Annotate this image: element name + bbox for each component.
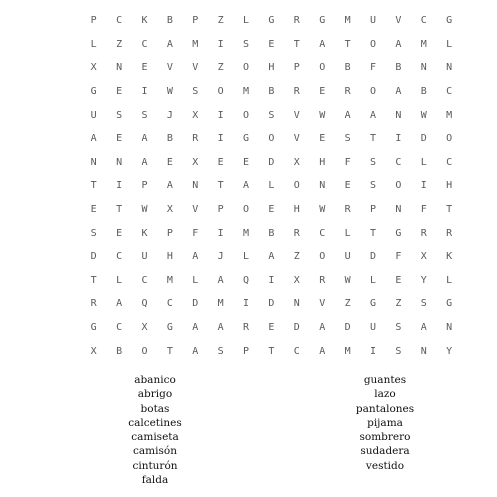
grid-letter: N [395, 204, 402, 216]
grid-letter: G [395, 227, 402, 239]
word-list-item: camisón [133, 445, 177, 458]
grid-letter: A [116, 298, 123, 310]
grid-letter: P [141, 180, 148, 192]
grid-letter: M [243, 227, 250, 239]
grid-letter: S [369, 180, 376, 192]
word-list-item: pijama [367, 416, 403, 429]
grid-letter: O [319, 62, 326, 74]
word-list-item: camiseta [131, 431, 179, 444]
grid-letter: R [293, 15, 300, 27]
grid-letter: Z [217, 62, 224, 74]
grid-letter: A [217, 274, 224, 286]
grid-letter: Y [420, 274, 427, 286]
grid-letter: C [141, 274, 148, 286]
grid-letter: B [116, 345, 123, 357]
grid-letter: A [166, 38, 173, 50]
letter-grid [81, 9, 462, 363]
grid-letter: S [344, 133, 351, 145]
grid-letter: P [243, 345, 250, 357]
grid-letter: C [141, 38, 148, 50]
grid-letter: W [344, 274, 351, 286]
grid-letter: R [344, 86, 351, 98]
grid-letter: G [268, 15, 275, 27]
word-list-item: abanico [134, 374, 176, 386]
grid-letter: X [166, 204, 173, 216]
grid-letter: X [90, 345, 97, 357]
grid-letter: M [344, 345, 351, 357]
grid-letter: L [90, 38, 97, 50]
grid-letter: N [420, 62, 427, 74]
grid-letter: E [268, 38, 275, 50]
grid-letter: P [293, 62, 300, 74]
grid-letter: M [192, 38, 199, 50]
grid-letter: X [420, 251, 427, 263]
grid-letter: D [90, 251, 97, 263]
grid-letter: E [116, 227, 123, 239]
word-list-item: abrigo [137, 388, 173, 401]
grid-letter: A [243, 180, 250, 192]
grid-letter: N [446, 62, 453, 74]
grid-letter: A [319, 322, 326, 334]
grid-letter: D [293, 322, 300, 334]
grid-letter: V [395, 15, 402, 27]
grid-letter: S [217, 345, 224, 357]
grid-letter: C [446, 86, 453, 98]
grid-letter: S [192, 86, 199, 98]
grid-letter: M [446, 109, 453, 121]
grid-letter: A [420, 322, 427, 334]
grid-letter: A [344, 109, 351, 121]
grid-letter: S [395, 345, 402, 357]
word-list-item: pantalones [355, 402, 415, 415]
grid-letter: U [369, 15, 376, 27]
grid-letter: E [116, 133, 123, 145]
grid-letter: A [268, 251, 275, 263]
grid-letter: H [319, 156, 326, 168]
grid-letter: X [141, 322, 148, 334]
grid-letter: E [395, 274, 402, 286]
word-list-item: falda [141, 474, 169, 487]
grid-letter: Q [243, 274, 250, 286]
grid-letter: R [420, 227, 427, 239]
grid-letter: C [166, 298, 173, 310]
grid-letter: V [293, 133, 300, 145]
grid-letter: T [344, 38, 351, 50]
word-list-item: calcetines [128, 416, 182, 429]
grid-letter: D [344, 322, 351, 334]
grid-letter: Z [344, 298, 351, 310]
grid-letter: B [166, 133, 173, 145]
grid-letter: G [243, 133, 250, 145]
grid-letter: L [420, 156, 427, 168]
grid-letter: Y [446, 345, 453, 357]
grid-letter: L [344, 227, 351, 239]
grid-letter: S [243, 38, 250, 50]
grid-letter: C [293, 345, 300, 357]
grid-letter: E [116, 86, 123, 98]
grid-letter: T [90, 180, 97, 192]
grid-letter: E [90, 204, 97, 216]
grid-letter: T [293, 38, 300, 50]
grid-letter: O [319, 251, 326, 263]
grid-letter: R [293, 86, 300, 98]
word-list-item: guantes [363, 374, 407, 386]
grid-letter: G [90, 86, 97, 98]
grid-letter: N [116, 62, 123, 74]
grid-letter: U [369, 322, 376, 334]
grid-letter: T [446, 204, 453, 216]
grid-letter: Z [395, 298, 402, 310]
grid-letter: A [192, 345, 199, 357]
grid-letter: Z [293, 251, 300, 263]
grid-letter: O [395, 180, 402, 192]
word-list-item: lazo [374, 388, 396, 401]
grid-letter: S [141, 109, 148, 121]
grid-letter: O [293, 180, 300, 192]
grid-letter: V [192, 204, 199, 216]
word-list-item: sombrero [359, 431, 411, 444]
grid-letter: F [420, 204, 427, 216]
grid-letter: I [217, 38, 224, 50]
word-list-item: vestido [365, 459, 405, 472]
grid-letter: E [268, 204, 275, 216]
grid-letter: N [90, 156, 97, 168]
grid-letter: I [217, 109, 224, 121]
grid-letter: K [141, 227, 148, 239]
grid-letter: M [420, 38, 427, 50]
grid-letter: X [192, 156, 199, 168]
grid-letter: I [268, 274, 275, 286]
grid-letter: R [192, 133, 199, 145]
grid-letter: F [395, 251, 402, 263]
grid-letter: I [420, 180, 427, 192]
grid-letter: D [192, 298, 199, 310]
grid-letter: O [446, 133, 453, 145]
grid-letter: W [420, 109, 427, 121]
grid-letter: E [166, 156, 173, 168]
grid-letter: K [141, 15, 148, 27]
grid-letter: Q [141, 298, 148, 310]
grid-letter: W [141, 204, 148, 216]
grid-letter: N [319, 180, 326, 192]
grid-letter: C [446, 156, 453, 168]
grid-letter: I [116, 180, 123, 192]
grid-letter: C [116, 251, 123, 263]
grid-letter: R [243, 322, 250, 334]
grid-letter: V [166, 62, 173, 74]
grid-letter: L [116, 274, 123, 286]
word-list-item: sudadera [360, 445, 410, 458]
grid-letter: I [243, 298, 250, 310]
grid-letter: N [420, 345, 427, 357]
grid-letter: F [192, 227, 199, 239]
grid-letter: Z [116, 38, 123, 50]
grid-letter: P [217, 204, 224, 216]
grid-letter: O [243, 204, 250, 216]
grid-letter: L [369, 274, 376, 286]
grid-letter: N [395, 109, 402, 121]
grid-letter: W [166, 86, 173, 98]
grid-letter: P [166, 227, 173, 239]
grid-letter: E [217, 156, 224, 168]
grid-letter: M [217, 298, 224, 310]
grid-letter: G [446, 298, 453, 310]
grid-letter: X [90, 62, 97, 74]
grid-letter: B [395, 62, 402, 74]
grid-letter: L [243, 251, 250, 263]
grid-letter: V [319, 298, 326, 310]
grid-letter: A [319, 345, 326, 357]
grid-letter: T [116, 204, 123, 216]
grid-letter: O [141, 345, 148, 357]
grid-letter: D [268, 298, 275, 310]
grid-letter: H [166, 251, 173, 263]
grid-letter: A [369, 109, 376, 121]
grid-letter: X [293, 274, 300, 286]
grid-letter: T [369, 227, 376, 239]
grid-letter: T [268, 345, 275, 357]
grid-letter: R [446, 227, 453, 239]
grid-letter: J [217, 251, 224, 263]
grid-letter: M [344, 15, 351, 27]
grid-letter: E [243, 156, 250, 168]
grid-letter: A [217, 322, 224, 334]
grid-letter: Z [217, 15, 224, 27]
grid-letter: G [369, 298, 376, 310]
grid-letter: H [268, 62, 275, 74]
grid-letter: M [243, 86, 250, 98]
grid-letter: B [420, 86, 427, 98]
grid-letter: D [268, 156, 275, 168]
grid-letter: O [369, 38, 376, 50]
grid-letter: K [446, 251, 453, 263]
grid-letter: O [243, 62, 250, 74]
grid-letter: B [166, 15, 173, 27]
grid-letter: A [166, 180, 173, 192]
grid-letter: L [446, 274, 453, 286]
grid-letter: B [268, 86, 275, 98]
grid-letter: I [141, 86, 148, 98]
grid-letter: V [293, 109, 300, 121]
grid-letter: X [293, 156, 300, 168]
grid-letter: L [446, 38, 453, 50]
grid-letter: S [369, 156, 376, 168]
grid-letter: W [319, 204, 326, 216]
grid-letter: L [243, 15, 250, 27]
grid-letter: B [268, 227, 275, 239]
grid-letter: C [395, 156, 402, 168]
grid-letter: V [192, 62, 199, 74]
grid-letter: D [420, 133, 427, 145]
grid-letter: A [192, 251, 199, 263]
grid-letter: A [319, 38, 326, 50]
grid-letter: U [90, 109, 97, 121]
grid-letter: R [344, 204, 351, 216]
grid-letter: M [166, 274, 173, 286]
grid-letter: W [319, 109, 326, 121]
grid-letter: E [141, 62, 148, 74]
grid-letter: E [344, 180, 351, 192]
grid-letter: A [395, 38, 402, 50]
grid-letter: I [369, 345, 376, 357]
grid-letter: A [395, 86, 402, 98]
grid-letter: C [420, 15, 427, 27]
grid-letter: C [319, 227, 326, 239]
grid-letter: F [369, 62, 376, 74]
grid-letter: E [268, 322, 275, 334]
grid-letter: T [369, 133, 376, 145]
grid-letter: O [369, 86, 376, 98]
grid-letter: N [116, 156, 123, 168]
grid-letter: T [217, 180, 224, 192]
word-list-item: botas [140, 402, 170, 415]
grid-letter: S [395, 322, 402, 334]
word-list-item: cinturón [132, 459, 178, 472]
grid-letter: P [192, 15, 199, 27]
grid-letter: I [395, 133, 402, 145]
grid-letter: N [192, 180, 199, 192]
grid-letter: P [369, 204, 376, 216]
word-list-left [95, 373, 215, 487]
grid-letter: L [268, 180, 275, 192]
grid-letter: U [344, 251, 351, 263]
grid-letter: S [90, 227, 97, 239]
grid-letter: H [446, 180, 453, 192]
grid-letter: I [217, 133, 224, 145]
grid-letter: P [90, 15, 97, 27]
grid-letter: B [344, 62, 351, 74]
grid-letter: G [446, 15, 453, 27]
grid-letter: A [141, 156, 148, 168]
grid-letter: S [268, 109, 275, 121]
grid-letter: E [319, 86, 326, 98]
grid-letter: O [243, 109, 250, 121]
grid-letter: J [166, 109, 173, 121]
grid-letter: O [268, 133, 275, 145]
grid-letter: N [293, 298, 300, 310]
grid-letter: U [141, 251, 148, 263]
grid-letter: X [192, 109, 199, 121]
grid-letter: C [116, 15, 123, 27]
grid-letter: E [319, 133, 326, 145]
grid-letter: T [90, 274, 97, 286]
grid-letter: A [141, 133, 148, 145]
grid-letter: A [90, 133, 97, 145]
grid-letter: H [293, 204, 300, 216]
grid-letter: G [90, 322, 97, 334]
grid-letter: R [293, 227, 300, 239]
grid-letter: A [192, 322, 199, 334]
grid-letter: I [217, 227, 224, 239]
grid-letter: R [319, 274, 326, 286]
grid-letter: G [166, 322, 173, 334]
grid-letter: R [90, 298, 97, 310]
grid-letter: S [116, 109, 123, 121]
grid-letter: D [369, 251, 376, 263]
grid-letter: L [192, 274, 199, 286]
grid-letter: T [166, 345, 173, 357]
word-list-right [325, 373, 445, 473]
grid-letter: G [319, 15, 326, 27]
grid-letter: O [217, 86, 224, 98]
grid-letter: C [116, 322, 123, 334]
grid-letter: F [344, 156, 351, 168]
grid-letter: S [420, 298, 427, 310]
grid-letter: N [446, 322, 453, 334]
